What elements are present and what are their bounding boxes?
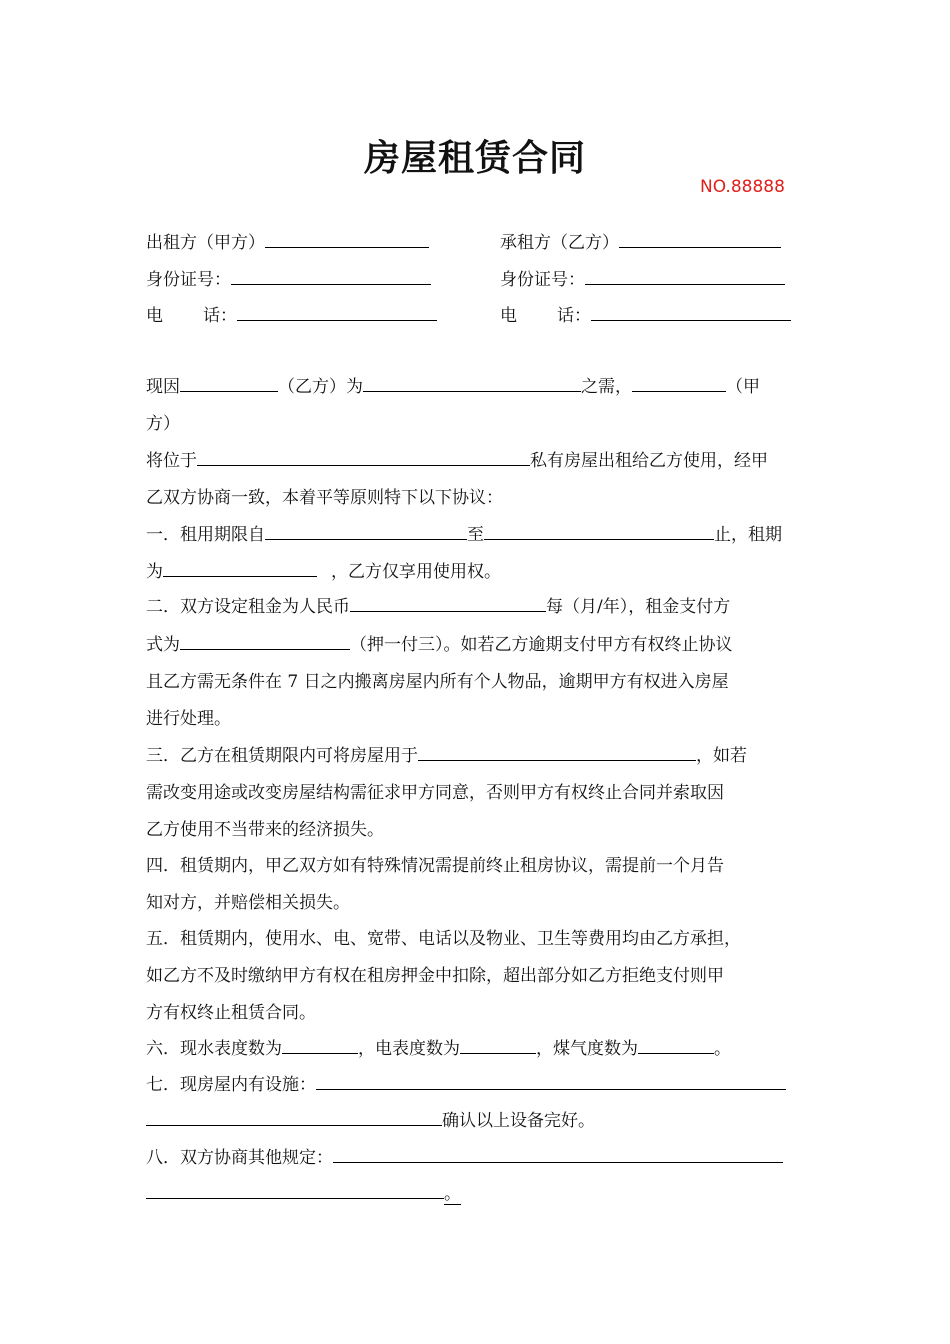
lessor-phone-row [146, 301, 437, 326]
electric-meter-blank[interactable] [460, 1035, 536, 1054]
gas-meter-blank[interactable] [638, 1035, 714, 1054]
lessee-id-label: 身份证号： [500, 270, 585, 290]
blank[interactable] [180, 631, 350, 650]
clause-4-line-2: 知对方，并赔偿相关损失。 [146, 893, 350, 913]
clause-5-line-3: 方有权终止租赁合同。 [146, 1003, 316, 1023]
clause-2-line-1: 二．双方设定租金为人民币 每（月/年），租金支付方 [146, 592, 730, 617]
lessee-phone-row [500, 301, 791, 326]
clause-3-line-1: 三．乙方在租赁期限内可将房屋用于 ，如若 [146, 741, 747, 766]
clause-7-line-2: 确认以上设备完好。 [146, 1106, 595, 1131]
blank[interactable] [163, 558, 317, 577]
lessor-id-row [146, 265, 431, 290]
clause-3-line-2: 需改变用途或改变房屋结构需征求甲方同意，否则甲方有权终止合同并索取因 [146, 783, 724, 803]
other-terms-blank-2[interactable] [146, 1180, 444, 1199]
clause-4-line-1: 四．租赁期内，甲乙双方如有特殊情况需提前终止租房协议，需提前一个月告 [146, 856, 724, 876]
preamble-line-3: 将位于 私有房屋出租给乙方使用，经甲 [146, 446, 768, 471]
clause-5-line-2: 如乙方不及时缴纳甲方有权在租房押金中扣除，超出部分如乙方拒绝支付则甲 [146, 966, 724, 986]
blank[interactable] [350, 593, 546, 612]
clause-3-line-3: 乙方使用不当带来的经济损失。 [146, 820, 384, 840]
clause-7-line-1: 七．现房屋内有设施： [146, 1070, 786, 1095]
clause-1-line-2: 为 ，乙方仅享用使用权。 [146, 557, 501, 582]
blank[interactable] [418, 742, 696, 761]
clause-2-line-4: 进行处理。 [146, 709, 231, 729]
blank[interactable] [363, 373, 581, 392]
blank[interactable] [265, 521, 467, 540]
lessor-phone-blank[interactable] [237, 302, 437, 321]
clause-2-line-2: 式为 （押一付三）。如若乙方逾期支付甲方有权终止协议 [146, 630, 733, 655]
phone-label-a: 电 [146, 306, 163, 326]
blank[interactable] [484, 521, 714, 540]
phone-label-b: 话： [557, 306, 591, 326]
doc-number: NO.88888 [700, 177, 785, 197]
lessee-id-row [500, 265, 785, 290]
clause-8-line-2: 。 [146, 1179, 461, 1204]
lessee-row [500, 228, 781, 253]
water-meter-blank[interactable] [282, 1035, 358, 1054]
other-terms-blank[interactable] [333, 1144, 783, 1163]
blank[interactable] [180, 373, 278, 392]
lessee-blank[interactable] [619, 229, 781, 248]
blank[interactable] [632, 373, 726, 392]
lessor-blank[interactable] [265, 229, 429, 248]
preamble-line-4: 乙双方协商一致，本着平等原则特下以下协议： [146, 488, 503, 508]
lessee-phone-blank[interactable] [591, 302, 791, 321]
phone-label-a: 电 [500, 306, 517, 326]
blank[interactable] [197, 447, 530, 466]
preamble-line-2: 方） [146, 414, 180, 434]
lessor-label: 出租方（甲方） [146, 233, 265, 253]
clause-8-line-1: 八．双方协商其他规定： [146, 1143, 783, 1168]
clause-5-line-1: 五．租赁期内，使用水、电、宽带、电话以及物业、卫生等费用均由乙方承担， [146, 929, 741, 949]
lessor-row [146, 228, 429, 253]
clause-1-line-1: 一．租用期限自 至 止，租期 [146, 520, 782, 545]
clause-2-line-3: 且乙方需无条件在 7 日之内搬离房屋内所有个人物品，逾期甲方有权进入房屋 [146, 672, 729, 692]
clause-6-line-1: 六．现水表度数为 ，电表度数为 ，煤气度数为 。 [146, 1034, 731, 1059]
lessee-id-blank[interactable] [585, 266, 785, 285]
lessor-id-label: 身份证号： [146, 270, 231, 290]
page-title: 房屋租赁合同 [363, 137, 586, 179]
preamble-line-1: 现因 （乙方）为 之需， （甲 [146, 372, 760, 397]
facilities-blank[interactable] [316, 1071, 786, 1090]
facilities-blank-2[interactable] [146, 1107, 442, 1126]
phone-label-b: 话： [203, 306, 237, 326]
lessee-label: 承租方（乙方） [500, 233, 619, 253]
lessor-id-blank[interactable] [231, 266, 431, 285]
